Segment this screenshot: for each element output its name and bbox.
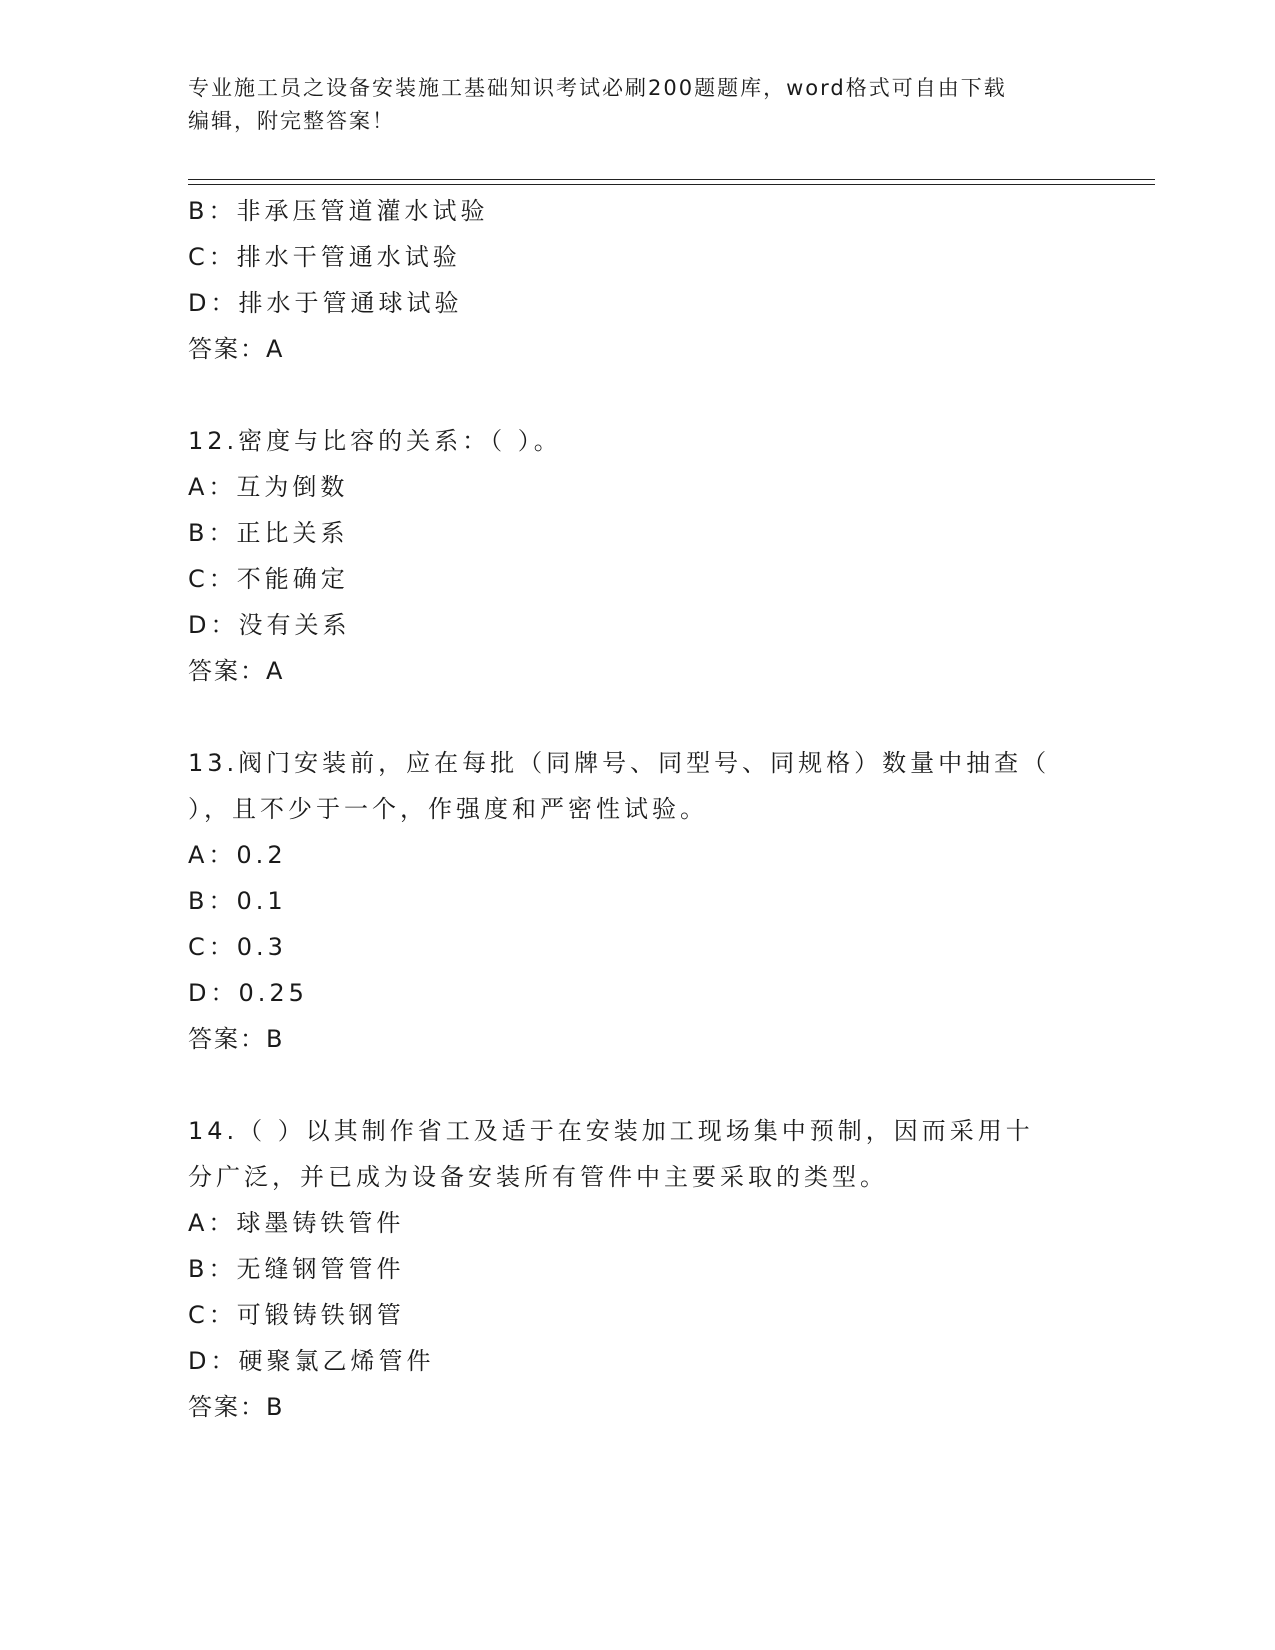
option-a: A：0.2 xyxy=(188,841,287,869)
document-header xyxy=(188,72,1088,138)
option-c: C：可锻铸铁钢管 xyxy=(188,1301,405,1329)
answer: 答案：B xyxy=(188,1025,285,1053)
question-11-tail xyxy=(188,188,1088,372)
question-text-line-2: 分广泛，并已成为设备安装所有管件中主要采取的类型。 xyxy=(188,1163,888,1191)
spacer xyxy=(188,1062,1088,1108)
option-b: B：0.1 xyxy=(188,887,287,915)
question-content xyxy=(188,188,1088,1430)
question-text-line-1: 14.（ ）以其制作省工及适于在安装加工现场集中预制，因而采用十 xyxy=(188,1117,1034,1145)
option-d: D：0.25 xyxy=(188,979,308,1007)
question-13 xyxy=(188,740,1088,1062)
header-divider-top xyxy=(188,179,1155,180)
question-12 xyxy=(188,418,1088,694)
option-c: C：0.3 xyxy=(188,933,287,961)
option-d: D：没有关系 xyxy=(188,611,351,639)
option-b: B：非承压管道灌水试验 xyxy=(188,197,489,225)
option-a: A：球墨铸铁管件 xyxy=(188,1209,405,1237)
option-d: D：硬聚氯乙烯管件 xyxy=(188,1347,435,1375)
option-c: C：排水干管通水试验 xyxy=(188,243,461,271)
option-c: C：不能确定 xyxy=(188,565,349,593)
question-14 xyxy=(188,1108,1088,1430)
answer: 答案：A xyxy=(188,335,285,363)
header-divider-bottom xyxy=(188,184,1155,185)
spacer xyxy=(188,372,1088,418)
option-b: B：无缝钢管管件 xyxy=(188,1255,405,1283)
answer: 答案：B xyxy=(188,1393,285,1421)
option-a: A：互为倒数 xyxy=(188,473,349,501)
question-text-line-2: ），且不少于一个，作强度和严密性试验。 xyxy=(188,795,708,823)
option-d: D：排水于管通球试验 xyxy=(188,289,463,317)
option-b: B：正比关系 xyxy=(188,519,349,547)
answer: 答案：A xyxy=(188,657,285,685)
question-text-line-1: 13.阀门安装前，应在每批（同牌号、同型号、同规格）数量中抽查（ xyxy=(188,749,1051,777)
header-title-line-2: 编辑，附完整答案！ xyxy=(188,109,395,133)
question-text: 12.密度与比容的关系：（ ）。 xyxy=(188,427,562,455)
spacer xyxy=(188,694,1088,740)
header-title-line-1: 专业施工员之设备安装施工基础知识考试必刷200题题库，word格式可自由下载 xyxy=(188,76,1007,100)
